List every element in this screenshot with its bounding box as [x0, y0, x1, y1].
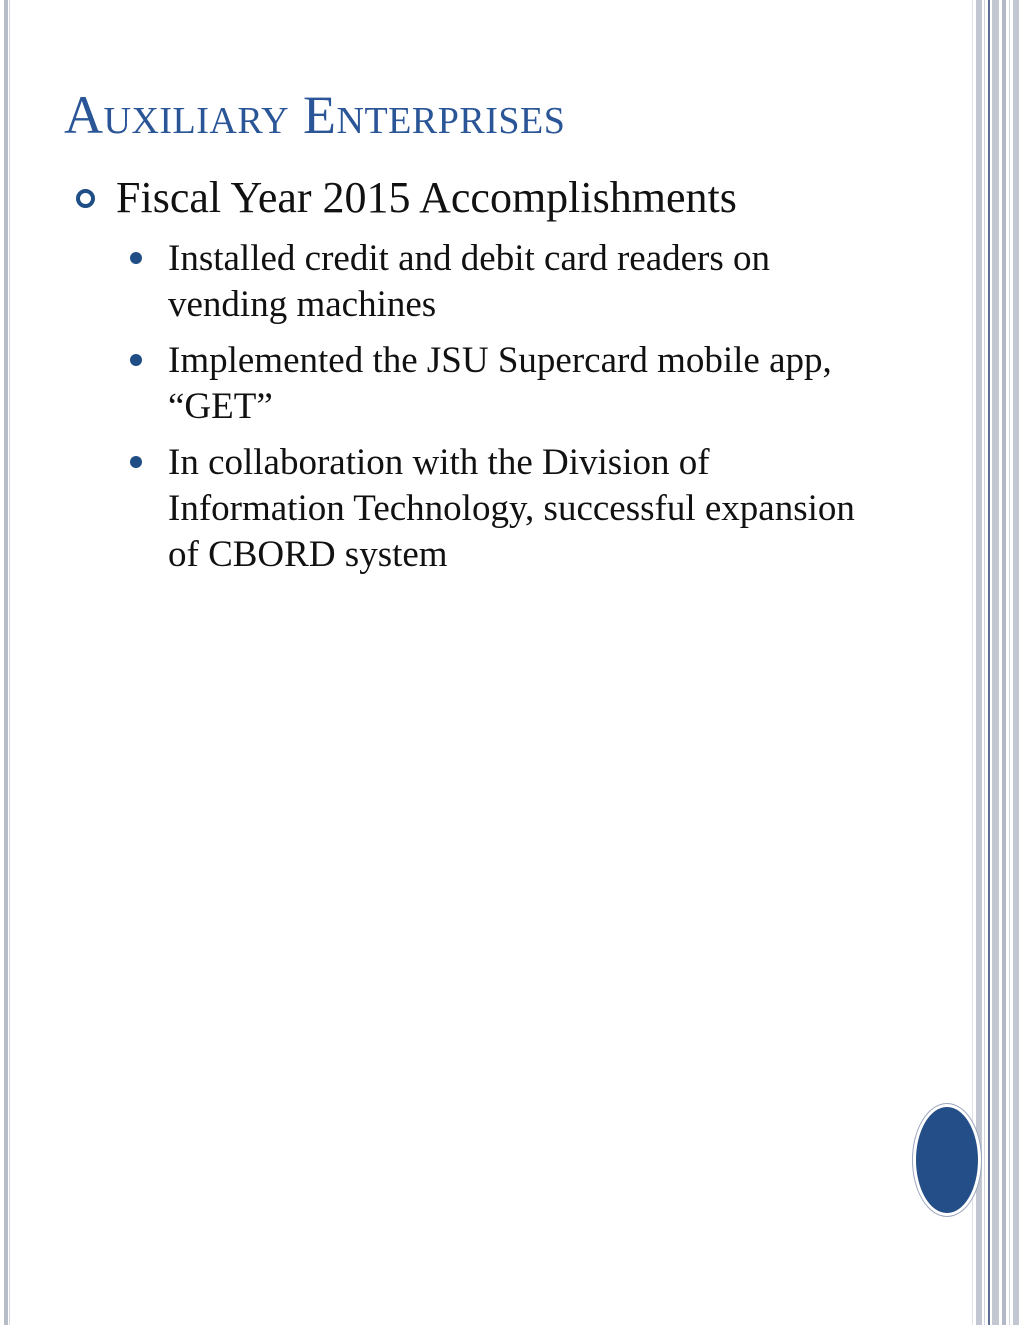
right-stripe-3 — [984, 0, 985, 1325]
right-border-stripes — [972, 0, 1024, 1325]
right-stripe-8 — [1013, 0, 1019, 1325]
hollow-circle-bullet-icon — [76, 189, 95, 208]
level2-bullet-text: Installed credit and debit card readers on vending machines — [168, 238, 771, 325]
filled-circle-bullet-icon — [130, 252, 142, 264]
decorative-oval — [913, 1104, 981, 1216]
filled-circle-bullet-icon — [130, 456, 142, 468]
level2-bullet-item — [128, 440, 868, 578]
level2-bullet-item — [128, 236, 868, 328]
filled-circle-bullet-icon — [130, 354, 142, 366]
left-border-line — [9, 0, 10, 1325]
level2-bullet-list — [128, 236, 868, 588]
level2-bullet-text: Implemented the JSU Supercard mobile app, “GET” — [168, 340, 832, 427]
left-border-stripe — [4, 0, 8, 1325]
level2-bullet-item — [128, 338, 868, 430]
right-stripe-6 — [1002, 0, 1006, 1325]
slide-title: Auxiliary Enterprises — [64, 85, 566, 145]
right-stripe-2 — [976, 0, 982, 1325]
right-stripe-5 — [992, 0, 999, 1325]
level1-bullet-text: Fiscal Year 2015 Accomplishments — [116, 173, 737, 222]
right-stripe-7 — [1009, 0, 1010, 1325]
right-stripe-4 — [988, 0, 990, 1325]
level2-bullet-text: In collaboration with the Division of Information Technology, successful expansion of CBORD system — [168, 442, 855, 575]
